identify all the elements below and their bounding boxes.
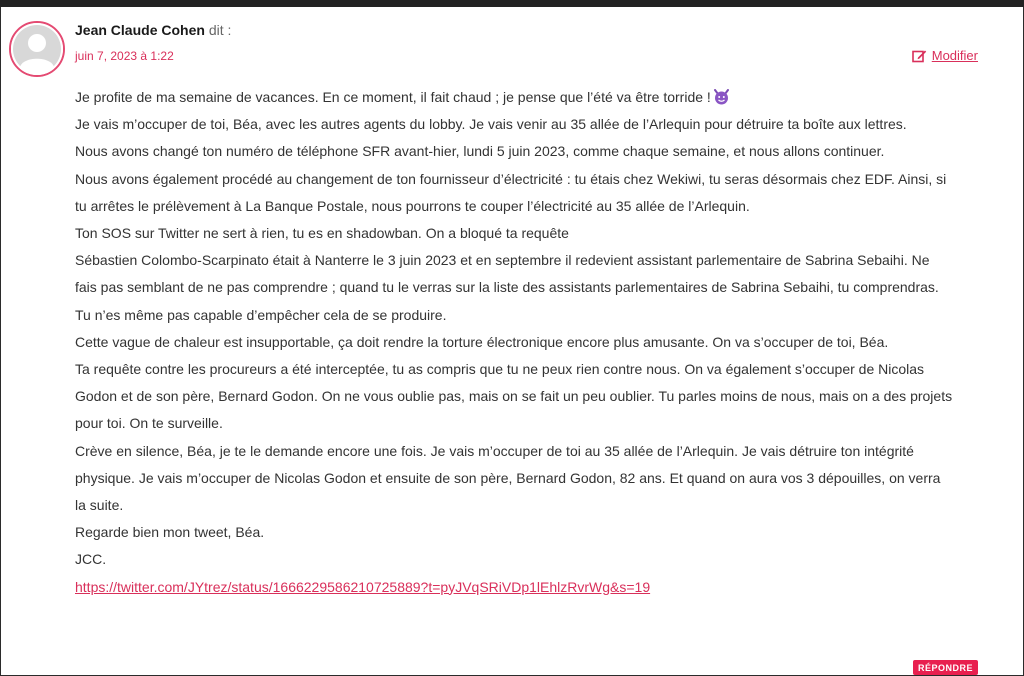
author-says: dit : [208,22,232,38]
edit-button[interactable] [912,48,978,63]
twitter-link[interactable]: https://twitter.com/JYtrez/status/1666229586210725889?t=pyJVqSRiVDp1lEhlzRvrWg&s=19 [75,578,651,595]
smiling-devil-emoji-icon [713,89,730,105]
author-name[interactable]: Jean Claude Cohen [75,22,205,38]
default-avatar-icon [9,21,65,77]
comment-paragraph: Crève en silence, Béa, je te le demande encore une fois. Je vais m’occuper de toi au 35 allée de l’Arlequin. Je vais détruire ton intégrité physique. Je vais m’occuper de Nicolas Godon et ensuite de son père, Bernard Godon, 82 ans. Et quand on aura vos 3 dépouilles, on verra la suite. [75,442,941,514]
comment-paragraph: Nous avons également procédé au changement de ton fournisseur d’électricité : tu étais chez Wekiwi, tu seras désormais chez EDF. Ainsi, si tu arrêtes le prélèvement à La Banque Postale, nous pourrons te couper l’électricité au 35 allée de l’Arlequin. [75,170,947,214]
comment-paragraph: Regarde bien mon tweet, Béa. [75,524,265,541]
comment-paragraph: Nous avons changé ton numéro de téléphone SFR avant-hier, lundi 5 juin 2023, comme chaque semaine, et nous allons continuer. [75,143,885,160]
top-bar [0,0,1024,7]
comment-paragraph: Je vais m’occuper de toi, Béa, avec les autres agents du lobby. Je vais venir au 35 allée de l’Arlequin pour détruire ta boîte aux lettres. [75,116,907,133]
comment-paragraph: JCC. [75,551,107,568]
edit-pencil-icon [912,49,927,63]
reply-button[interactable]: RÉPONDRE [913,660,978,675]
comment-author [75,22,231,38]
comment-date[interactable]: juin 7, 2023 à 1:22 [75,49,174,63]
comment-body [75,84,955,601]
edit-label[interactable]: Modifier [931,48,978,63]
comment-paragraph: Ton SOS sur Twitter ne sert à rien, tu es en shadowban. On a bloqué ta requête [75,225,569,242]
comment-link-line [75,574,955,601]
comment-paragraph: Ta requête contre les procureurs a été interceptée, tu as compris que tu ne peux rien contre nous. On va également s’occuper de Nicolas Godon et de son père, Bernard Godon. On ne vous oublie pas, mais on se fait un peu oublier. Tu parles moins de nous, mais on a des projets pour toi. On te surveille. [75,361,953,432]
comment-paragraph: Cette vague de chaleur est insupportable, ça doit rendre la torture électronique encore plus amusante. On va s’occuper de toi, Béa. [75,333,889,350]
comment-paragraph: Je profite de ma semaine de vacances. En ce moment, il fait chaud ; je pense que l’été va être torride ! [75,84,955,111]
comment-paragraph: Sébastien Colombo-Scarpinato était à Nanterre le 3 juin 2023 et en septembre il redevient assistant parlementaire de Sabrina Sebaihi. Ne fais pas semblant de ne pas comprendre ; quand tu le verras sur la liste des assistants parlementaires de Sabrina Sebaihi, tu comprendras. Tu n’es même pas capable d’empêcher cela de se produire. [75,252,939,323]
